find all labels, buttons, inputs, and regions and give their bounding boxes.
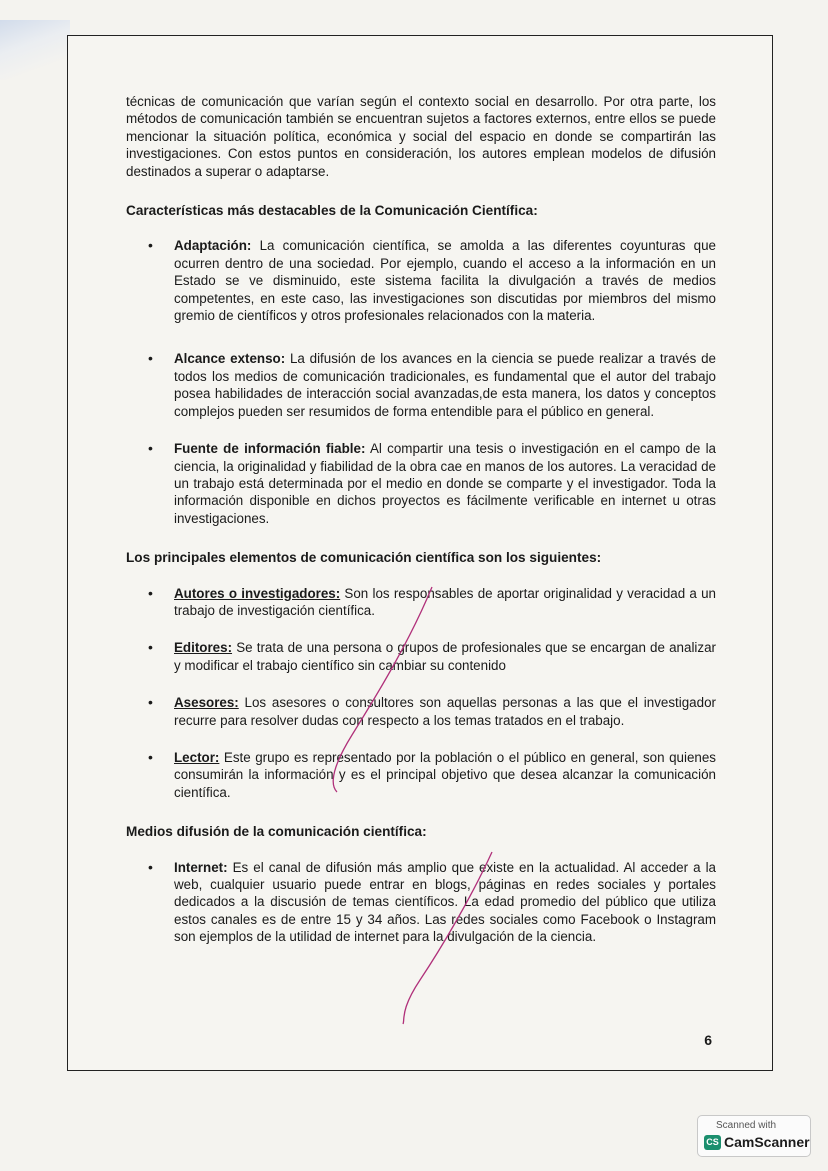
list-item bbox=[126, 639, 716, 674]
bullet-icon: • bbox=[148, 350, 153, 367]
bullet-icon: • bbox=[148, 694, 153, 711]
item-term: Internet: bbox=[174, 859, 228, 875]
item-text: La comunicación científica, se amolda a las diferentes coyunturas que ocurren dentro de una sociedad. Por ejemplo, cuando el acceso a la información en un Estado se ve disminuido, este sistema facilita la divulgación a través de medios competentes, en este caso, las investigaciones son discutidas por miembros del mismo gremio de científicos y otros profesionales relacionados con la materia. bbox=[174, 238, 716, 324]
bullet-icon: • bbox=[148, 584, 153, 601]
item-term: Lector: bbox=[174, 749, 220, 765]
item-text: Se trata de una persona o grupos de profesionales que se encargan de analizar y modificar el trabajo científico sin cambiar su contenido bbox=[174, 640, 716, 673]
page-content bbox=[126, 93, 716, 946]
watermark-caption: Scanned with bbox=[716, 1120, 777, 1131]
item-text: Al compartir una tesis o investigación en el campo de la ciencia, la originalidad y fiabilidad de la obra cae en manos de los autores. La veracidad de un trabajo está determinada por el medio en donde se comparte y el investigador. Toda la información disponible en dichos proyectos es fácilmente verificable en internet u otras investigaciones. bbox=[174, 441, 716, 526]
item-text: Es el canal de difusión más amplio que existe en la actualidad. Al acceder a la web, cualquier usuario puede entrar en blogs, páginas en redes sociales y portales dedicados a la discusión de temas científicos. La edad promedio del público que utiliza estos canales es de entre 15 y 34 años. Las redes sociales como Facebook o Instagram son ejemplos de la utilidad de internet para la divulgación de la ciencia. bbox=[174, 859, 716, 945]
item-term: Adaptación: bbox=[174, 238, 252, 254]
list-item bbox=[126, 585, 716, 620]
item-text: Este grupo es representado por la población o el público en general, son quienes consumirán la información y es el principal objetivo que desea alcanzar la comunicación científica. bbox=[174, 749, 716, 800]
camscanner-logo-icon: CS bbox=[704, 1135, 721, 1150]
item-text: Son los responsables de aportar originalidad y veracidad a un trabajo de investigación científica. bbox=[174, 585, 716, 618]
list-item bbox=[126, 859, 716, 946]
list-item bbox=[126, 749, 716, 801]
bullet-icon: • bbox=[148, 639, 153, 656]
list-item bbox=[126, 350, 716, 420]
camscanner-watermark bbox=[697, 1115, 811, 1157]
bullet-icon: • bbox=[148, 237, 153, 254]
item-text: Los asesores o consultores son aquellas personas a las que el investigador recurre para resolver dudas con respecto a los temas tratados en el trabajo. bbox=[174, 695, 716, 728]
intro-paragraph: técnicas de comunicación que varían según el contexto social en desarrollo. Por otra parte, los métodos de comunicación también se encuentran sujetos a factores externos, entre ellos se puede mencionar la situación política, económica y social del espacio en donde se compartirán las investigaciones. Con estos puntos en consideración, los autores emplean modelos de difusión destinados a superar o adaptarse. bbox=[126, 94, 716, 179]
elements-list bbox=[126, 585, 716, 802]
item-term: Asesores: bbox=[174, 695, 239, 711]
page-corner-fold bbox=[0, 20, 70, 80]
section-heading-elements: Los principales elementos de comunicación científica son los siguientes: bbox=[126, 550, 602, 566]
item-term: Autores o investigadores: bbox=[174, 585, 341, 601]
section-heading-media: Medios difusión de la comunicación científica: bbox=[126, 824, 427, 840]
item-term: Editores: bbox=[174, 640, 233, 656]
watermark-brand: CamScanner bbox=[724, 1134, 810, 1150]
item-text: La difusión de los avances en la ciencia se puede realizar a través de todos los medios de comunicación tradicionales, es fundamental que el autor del trabajo posea habilidades de interacción social avanzadas,de esta manera, los datos y conceptos complejos pueden ser resumidos de forma entendible para el público en general. bbox=[174, 351, 716, 419]
bullet-icon: • bbox=[148, 748, 153, 765]
list-item bbox=[126, 694, 716, 729]
media-list bbox=[126, 859, 716, 946]
document-page bbox=[67, 35, 773, 1071]
characteristics-list bbox=[126, 237, 716, 527]
bullet-icon: • bbox=[148, 858, 153, 875]
item-term: Fuente de información fiable: bbox=[174, 441, 366, 457]
bullet-icon: • bbox=[148, 440, 153, 457]
list-item bbox=[126, 440, 716, 527]
section-heading-characteristics: Características más destacables de la Comunicación Científica: bbox=[126, 203, 538, 219]
item-term: Alcance extenso: bbox=[174, 351, 286, 367]
list-item bbox=[126, 237, 716, 324]
page-number: 6 bbox=[704, 1032, 712, 1048]
